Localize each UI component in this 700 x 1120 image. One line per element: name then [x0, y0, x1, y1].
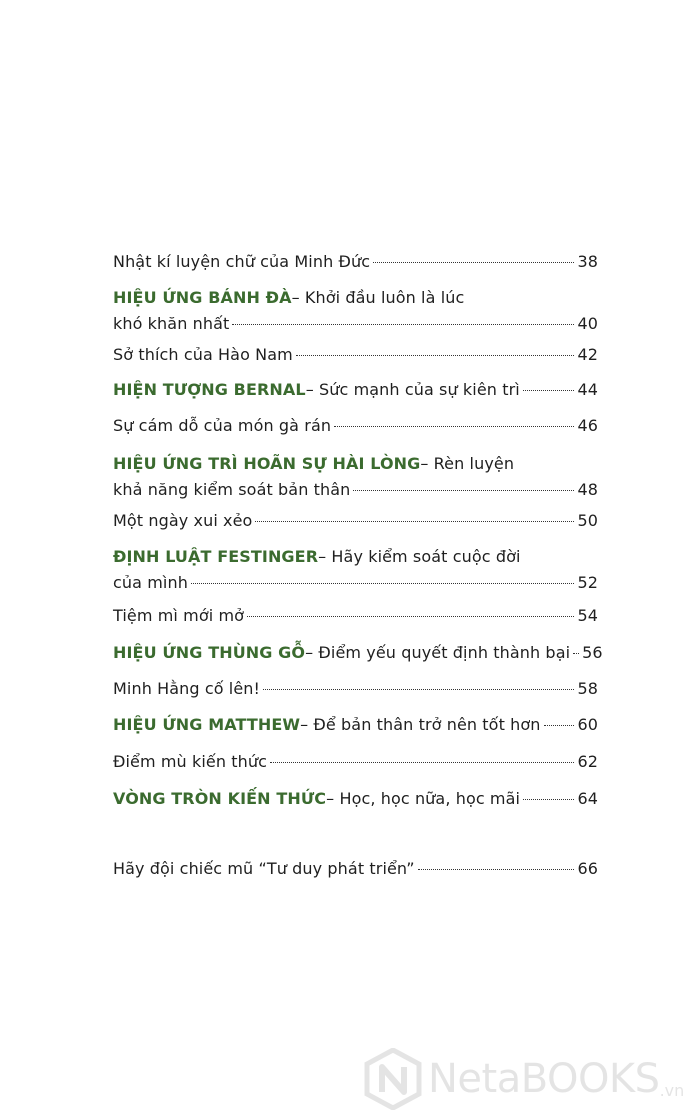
netabooks-logo-icon	[364, 1048, 422, 1110]
dot-leader	[544, 725, 575, 726]
toc-page-number: 42	[577, 345, 598, 364]
toc-entry	[113, 285, 598, 337]
dot-leader	[247, 616, 574, 617]
toc-entry-subtitle: – Học, học nữa, học mãi	[326, 789, 521, 808]
dot-leader	[255, 521, 574, 522]
toc-entry-title: Một ngày xui xẻo	[113, 511, 253, 530]
toc-page-number: 64	[577, 789, 598, 808]
toc-page-number: 52	[577, 573, 598, 592]
toc-entry-subtitle-cont: khả năng kiểm soát bản thân	[113, 480, 351, 499]
toc-page-number: 60	[577, 715, 598, 734]
netabooks-watermark	[364, 1044, 700, 1114]
toc-entry-subtitle: – Điểm yếu quyết định thành bại	[305, 643, 571, 662]
dot-leader	[373, 262, 574, 263]
toc-page-number: 44	[577, 380, 598, 399]
toc-entry-subtitle-cont: khó khăn nhất	[113, 314, 230, 333]
toc-page-number: 58	[577, 679, 598, 698]
toc-page-number: 40	[577, 314, 598, 333]
dot-leader	[418, 869, 575, 870]
toc-entry	[113, 856, 598, 882]
toc-page-number: 62	[577, 752, 598, 771]
toc-entry	[113, 749, 598, 775]
dot-leader	[270, 762, 574, 763]
dot-leader	[296, 355, 575, 356]
toc-entry-title: Sự cám dỗ của món gà rán	[113, 416, 332, 435]
toc-entry	[113, 786, 598, 812]
toc-entry	[113, 249, 598, 275]
toc-entry	[113, 377, 598, 403]
dot-leader	[191, 583, 574, 584]
toc-page-number: 56	[582, 643, 603, 662]
dot-leader	[573, 653, 579, 654]
dot-leader	[232, 324, 574, 325]
dot-leader	[263, 689, 574, 690]
toc-entry	[113, 640, 603, 666]
toc-section-title: HIỆU ỨNG THÙNG GỖ	[113, 643, 306, 662]
toc-entry-subtitle-cont: của mình	[113, 573, 188, 592]
toc-entry-subtitle: – Sức mạnh của sự kiên trì	[305, 380, 520, 399]
toc-entry-subtitle: – Rèn luyện	[420, 454, 515, 473]
toc-page-number: 48	[577, 480, 598, 499]
toc-page-number: 50	[577, 511, 598, 530]
dot-leader	[523, 390, 575, 391]
dot-leader	[353, 490, 574, 491]
toc-entry	[113, 544, 598, 596]
watermark-suffix: .vn	[659, 1081, 685, 1100]
toc-entry-subtitle: – Để bản thân trở nên tốt hơn	[300, 715, 541, 734]
toc-entry-title: Minh Hằng cố lên!	[113, 679, 261, 698]
toc-section-title: HIỆU ỨNG MATTHEW	[113, 715, 301, 734]
toc-entry	[113, 342, 598, 368]
toc-entry-subtitle: – Khởi đầu luôn là lúc	[291, 288, 465, 307]
dot-leader	[523, 799, 574, 800]
toc-entry	[113, 508, 598, 534]
toc-entry	[113, 603, 598, 629]
toc-page-number: 66	[577, 859, 598, 878]
toc-page-number: 54	[577, 606, 598, 625]
toc-section-title: VÒNG TRÒN KIẾN THỨC	[113, 789, 327, 808]
toc-entry-title: Hãy đội chiếc mũ “Tư duy phát triển”	[113, 859, 415, 878]
toc-page-number: 46	[577, 416, 598, 435]
toc-section-title: HIỆU ỨNG TRÌ HOÃN SỰ HÀI LÒNG	[113, 454, 421, 473]
toc-entry-subtitle: – Hãy kiểm soát cuộc đời	[318, 547, 521, 566]
toc-entry	[113, 413, 598, 439]
toc-section-title: HIỆU ỨNG BÁNH ĐÀ	[113, 288, 292, 307]
toc-entry-title: Nhật kí luyện chữ của Minh Đức	[113, 252, 371, 271]
watermark-brand: NetaBOOKS	[428, 1056, 660, 1102]
toc-entry	[113, 712, 598, 738]
toc-page-number: 38	[577, 252, 598, 271]
toc-entry-title: Điểm mù kiến thức	[113, 752, 268, 771]
toc-section-title: HIỆN TƯỢNG BERNAL	[113, 380, 306, 399]
dot-leader	[334, 426, 574, 427]
toc-entry	[113, 676, 598, 702]
toc-section-title: ĐỊNH LUẬT FESTINGER	[113, 547, 319, 566]
toc-entry-title: Tiệm mì mới mở	[113, 606, 245, 625]
toc-entry-title: Sở thích của Hào Nam	[113, 345, 293, 364]
toc-entry	[113, 451, 598, 503]
